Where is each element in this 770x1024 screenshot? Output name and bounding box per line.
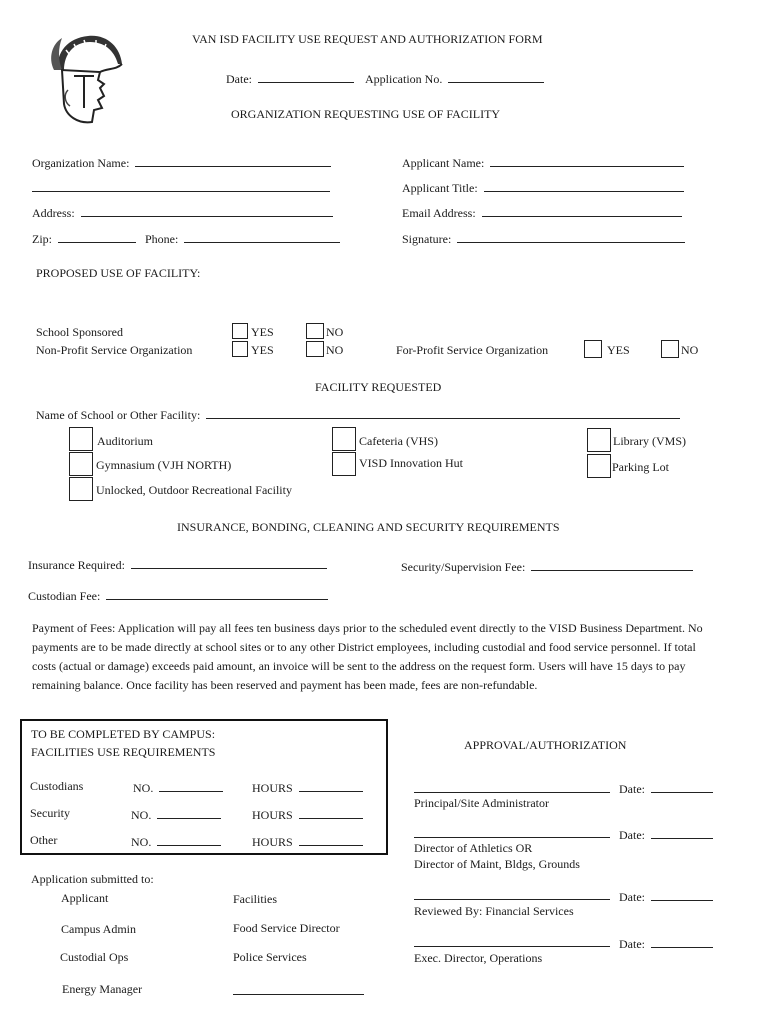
email-label: Email Address: bbox=[402, 206, 476, 220]
campus-box-title-1: TO BE COMPLETED BY CAMPUS: bbox=[31, 727, 216, 741]
signature-label: Signature: bbox=[402, 232, 452, 246]
school-sponsored-no-checkbox[interactable] bbox=[306, 323, 324, 339]
section-heading-organization: ORGANIZATION REQUESTING USE OF FACILITY bbox=[231, 107, 501, 121]
gymnasium-label: Gymnasium (VJH NORTH) bbox=[96, 458, 232, 472]
custodian-fee-label: Custodian Fee: bbox=[28, 589, 101, 603]
for-profit-yes-label: YES bbox=[607, 343, 630, 357]
school-sponsored-no-label: NO bbox=[326, 325, 344, 339]
library-label: Library (VMS) bbox=[613, 434, 686, 448]
submitted-to-label: Application submitted to: bbox=[31, 872, 154, 886]
school-sponsored-yes-label: YES bbox=[251, 325, 274, 339]
financial-date-label: Date: bbox=[619, 890, 645, 904]
auditorium-checkbox[interactable] bbox=[69, 427, 93, 451]
form-title: VAN ISD FACILITY USE REQUEST AND AUTHORIZATION FORM bbox=[192, 32, 543, 46]
custodians-hours-field[interactable] bbox=[299, 779, 363, 792]
gymnasium-checkbox[interactable] bbox=[69, 452, 93, 476]
cafeteria-checkbox[interactable] bbox=[332, 427, 356, 451]
custodian-fee-field[interactable] bbox=[106, 587, 328, 600]
custodians-no-field[interactable] bbox=[159, 779, 223, 792]
applicant-name-field[interactable] bbox=[490, 154, 684, 167]
principal-date-field[interactable] bbox=[651, 780, 713, 793]
outdoor-facility-checkbox[interactable] bbox=[69, 477, 93, 501]
org-name-field-line2[interactable] bbox=[32, 179, 330, 192]
financial-label: Reviewed By: Financial Services bbox=[414, 904, 574, 918]
parking-lot-checkbox[interactable] bbox=[587, 454, 611, 478]
insurance-heading: INSURANCE, BONDING, CLEANING AND SECURITY REQUIREMENTS bbox=[177, 520, 560, 534]
address-field[interactable] bbox=[81, 204, 333, 217]
application-no-label: Application No. bbox=[365, 72, 443, 86]
other-hours-field[interactable] bbox=[299, 833, 363, 846]
application-no-field[interactable] bbox=[448, 70, 544, 83]
custodians-hours-label: HOURS bbox=[252, 781, 293, 795]
submitted-facilities: Facilities bbox=[233, 892, 277, 906]
date-label: Date: bbox=[226, 72, 252, 86]
security-label: Security bbox=[30, 806, 70, 820]
zip-field[interactable] bbox=[58, 230, 136, 243]
facility-requested-heading: FACILITY REQUESTED bbox=[315, 380, 442, 394]
innovation-hut-checkbox[interactable] bbox=[332, 452, 356, 476]
exec-label: Exec. Director, Operations bbox=[414, 951, 543, 965]
org-name-field[interactable] bbox=[135, 154, 331, 167]
for-profit-no-checkbox[interactable] bbox=[661, 340, 679, 358]
director-signature-line[interactable] bbox=[414, 837, 610, 838]
payment-of-fees-paragraph: Payment of Fees: Application will pay all fees ten business days prior to the scheduled event directly to the VISD Business Department. No payments are to be made directly at school sites or to any other District employees, including custodial and food service personnel. If total costs (actual or damage) exceeds paid amount, an invoice will be sent to the address on the request form. Users will have 15 days to pay remaining balance. Once facility has been reserved and payment has been made, fees are non-refundable. bbox=[32, 621, 703, 692]
security-hours-field[interactable] bbox=[299, 806, 363, 819]
director-label-1: Director of Athletics OR bbox=[414, 841, 533, 855]
submitted-campus-admin: Campus Admin bbox=[61, 922, 137, 936]
insurance-required-field[interactable] bbox=[131, 556, 327, 569]
exec-date-label: Date: bbox=[619, 937, 645, 951]
principal-signature-line[interactable] bbox=[414, 792, 610, 793]
non-profit-no-checkbox[interactable] bbox=[306, 341, 324, 357]
non-profit-no-label: NO bbox=[326, 343, 344, 357]
auditorium-label: Auditorium bbox=[97, 434, 153, 448]
applicant-title-label: Applicant Title: bbox=[402, 181, 478, 195]
security-fee-label: Security/Supervision Fee: bbox=[401, 560, 526, 574]
security-no-label: NO. bbox=[131, 808, 152, 822]
school-facility-label: Name of School or Other Facility: bbox=[36, 408, 201, 422]
school-facility-field[interactable] bbox=[206, 406, 680, 419]
submitted-food-service: Food Service Director bbox=[233, 921, 340, 935]
custodians-no-label: NO. bbox=[133, 781, 154, 795]
signature-field[interactable] bbox=[457, 230, 685, 243]
principal-date-label: Date: bbox=[619, 782, 645, 796]
insurance-required-label: Insurance Required: bbox=[28, 558, 125, 572]
library-checkbox[interactable] bbox=[587, 428, 611, 452]
phone-label: Phone: bbox=[145, 232, 179, 246]
submitted-applicant: Applicant bbox=[61, 891, 109, 905]
financial-signature-line[interactable] bbox=[414, 899, 610, 900]
phone-field[interactable] bbox=[184, 230, 340, 243]
address-label: Address: bbox=[32, 206, 75, 220]
financial-date-field[interactable] bbox=[651, 888, 713, 901]
submitted-other-line[interactable] bbox=[233, 994, 364, 995]
exec-signature-line[interactable] bbox=[414, 946, 610, 947]
campus-box-title-2: FACILITIES USE REQUIREMENTS bbox=[31, 745, 216, 759]
director-date-label: Date: bbox=[619, 828, 645, 842]
security-no-field[interactable] bbox=[157, 806, 221, 819]
date-field[interactable] bbox=[258, 70, 354, 83]
exec-date-field[interactable] bbox=[651, 935, 713, 948]
cafeteria-label: Cafeteria (VHS) bbox=[359, 434, 438, 448]
spartan-helmet-logo bbox=[44, 30, 132, 130]
director-date-field[interactable] bbox=[651, 826, 713, 839]
approval-heading: APPROVAL/AUTHORIZATION bbox=[464, 738, 627, 752]
security-fee-field[interactable] bbox=[531, 558, 693, 571]
non-profit-yes-label: YES bbox=[251, 343, 274, 357]
for-profit-yes-checkbox[interactable] bbox=[584, 340, 602, 358]
org-name-label: Organization Name: bbox=[32, 156, 130, 170]
other-label: Other bbox=[30, 833, 58, 847]
innovation-hut-label: VISD Innovation Hut bbox=[359, 456, 463, 470]
director-label-2: Director of Maint, Bldgs, Grounds bbox=[414, 857, 580, 871]
parking-lot-label: Parking Lot bbox=[612, 460, 669, 474]
other-hours-label: HOURS bbox=[252, 835, 293, 849]
applicant-name-label: Applicant Name: bbox=[402, 156, 485, 170]
submitted-custodial-ops: Custodial Ops bbox=[60, 950, 129, 964]
zip-label: Zip: bbox=[32, 232, 52, 246]
school-sponsored-yes-checkbox[interactable] bbox=[232, 323, 248, 339]
non-profit-yes-checkbox[interactable] bbox=[232, 341, 248, 357]
security-hours-label: HOURS bbox=[252, 808, 293, 822]
applicant-title-field[interactable] bbox=[484, 179, 684, 192]
submitted-energy-manager: Energy Manager bbox=[62, 982, 143, 996]
other-no-label: NO. bbox=[131, 835, 152, 849]
outdoor-facility-label: Unlocked, Outdoor Recreational Facility bbox=[96, 483, 292, 497]
other-no-field[interactable] bbox=[157, 833, 221, 846]
for-profit-no-label: NO bbox=[681, 343, 699, 357]
proposed-use-label: PROPOSED USE OF FACILITY: bbox=[36, 266, 201, 280]
non-profit-label: Non-Profit Service Organization bbox=[36, 343, 193, 357]
submitted-police-services: Police Services bbox=[233, 950, 307, 964]
school-sponsored-label: School Sponsored bbox=[36, 325, 123, 339]
email-field[interactable] bbox=[482, 204, 682, 217]
custodians-label: Custodians bbox=[30, 779, 84, 793]
principal-label: Principal/Site Administrator bbox=[414, 796, 549, 810]
for-profit-label: For-Profit Service Organization bbox=[396, 343, 549, 357]
